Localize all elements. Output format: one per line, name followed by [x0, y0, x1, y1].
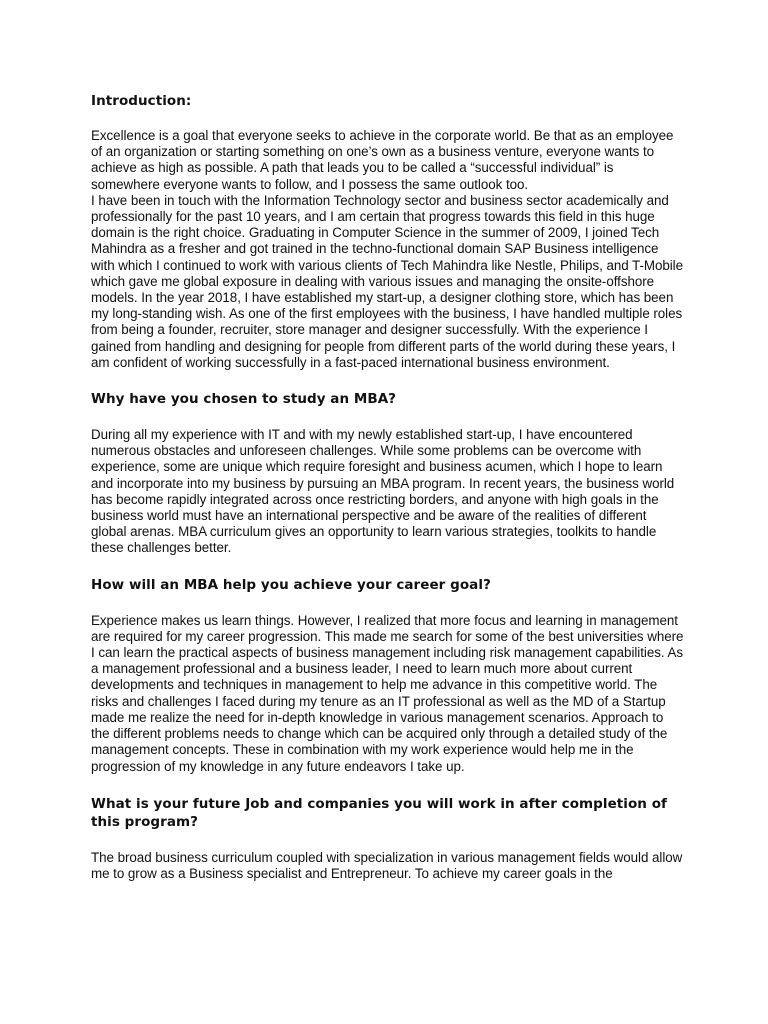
career-goal-heading: How will an MBA help you achieve your career goal? [91, 576, 491, 593]
future-job-paragraph: The broad business curriculum coupled with specialization in various management fields would allow me to grow as a Business specialist and Entrepreneur. To achieve my career goals in the [91, 849, 683, 881]
future-job-heading: What is your future Job and companies you will work in after completion of this program? [91, 795, 667, 830]
intro-heading: Introduction: [91, 93, 192, 109]
career-goal-paragraph: Experience makes us learn things. However, I realized that more focus and learning in management are required for my career progression. This made me search for some of the best universities where I can learn the practical aspects of business management including risk management capabilities. As a management professional and a business leader, I need to learn much more about current developments and techniques in management to help me advance in this competitive world. The risks and challenges I faced during my tenure as an IT professional as well as the MD of a Startup made me realize the need for in-depth knowledge in various management scenarios. Approach to the different problems needs to change which can be acquired only through a detailed study of the management concepts. These in combination with my work experience would help me in the progression of my knowledge in any future endeavors I take up. [91, 612, 684, 774]
document-page [91, 93, 685, 882]
intro-paragraph-1: Excellence is a goal that everyone seeks to achieve in the corporate world. Be that as an employee of an organization or starting something on one’s own as a business venture, everyone wants to achieve as high as possible. A path that leads you to be called a “successful individual” is somewhere everyone wants to follow, and I possess the same outlook too. [91, 128, 674, 192]
why-mba-heading: Why have you chosen to study an MBA? [91, 391, 397, 408]
why-mba-paragraph: During all my experience with IT and with my newly established start-up, I have encountered numerous obstacles and unforeseen challenges. While some problems can be overcome with experience, some are unique which require foresight and business acumen, which I hope to learn and incorporate into my business by pursuing an MBA program. In recent years, the business world has become rapidly integrated across once restricting borders, and anyone with high goals in the business world must have an international perspective and be aware of the realities of different global arenas. MBA curriculum gives an opportunity to learn various strategies, toolkits to handle these challenges better. [91, 427, 675, 556]
intro-paragraph-2: I have been in touch with the Information Technology sector and business sector academically and professionally for the past 10 years, and I am certain that progress towards this field in this huge domain is the right choice. Graduating in Computer Science in the summer of 2009, I joined Tech Mahindra as a fresher and got trained in the techno-functional domain SAP Business intelligence with which I continued to work with various clients of Tech Mahindra like Nestle, Philips, and T-Mobile which gave me global exposure in dealing with various issues and managing the onsite-offshore models. In the year 2018, I have established my start-up, a designer clothing store, which has been my long-standing wish. As one of the first employees with the business, I have handled multiple roles from being a founder, recruiter, store manager and designer successfully. With the experience I gained from handling and designing for people from different parts of the world during these years, I am confident of working successfully in a fast-paced international business environment. [91, 192, 684, 370]
